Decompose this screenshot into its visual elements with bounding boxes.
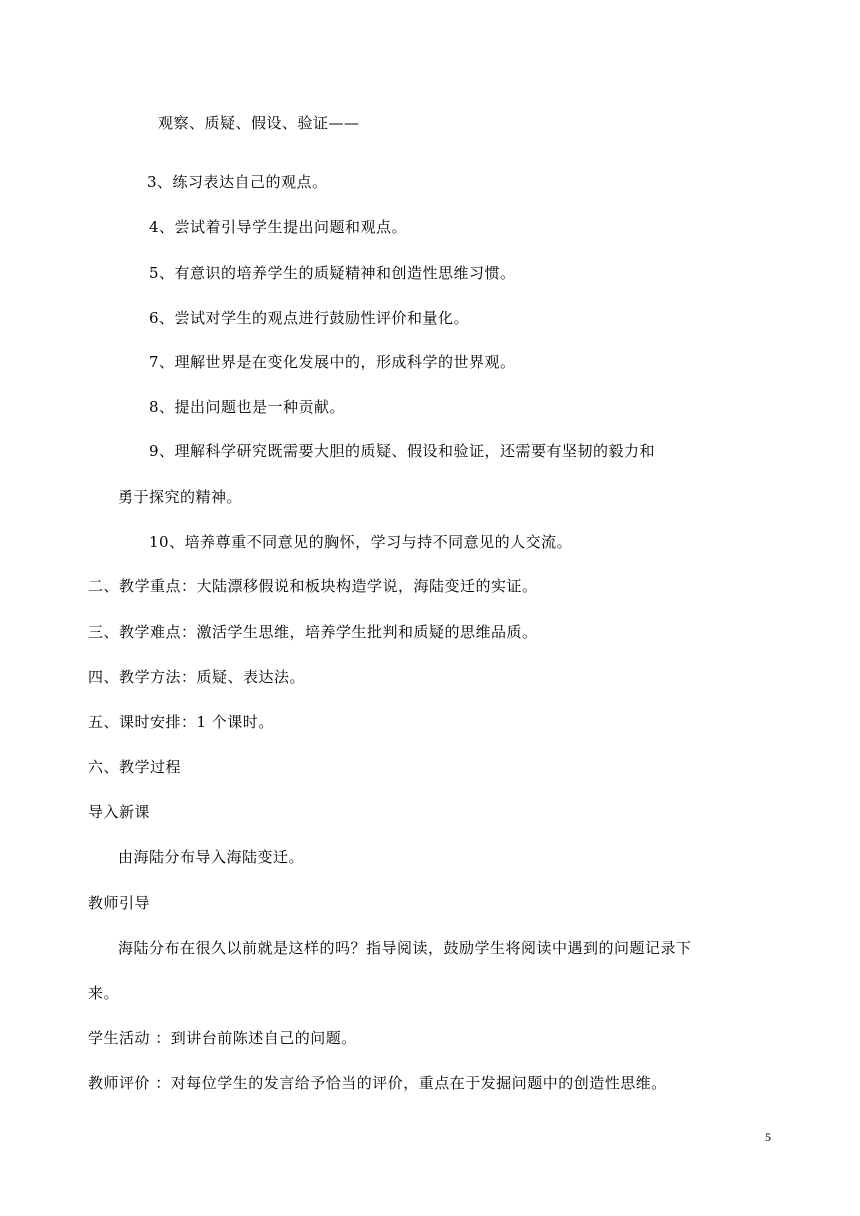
text-line: 来。 [88,984,120,1002]
text-line: 勇于探究的精神。 [118,488,243,506]
section-heading: 六、教学过程 [88,758,182,776]
text-line: 观察、质疑、假设、验证—— [158,114,360,132]
page-number: 5 [765,1130,771,1144]
subsection-heading: 导入新课 [88,803,151,821]
text-line: 7、理解世界是在变化发展中的，形成科学的世界观。 [149,353,516,371]
section-heading: 二、教学重点：大陆漂移假说和板块构造学说，海陆变迁的实证。 [88,577,538,595]
text-line: 由海陆分布导入海陆变迁。 [118,848,305,866]
text-line: 5、有意识的培养学生的质疑精神和创造性思维习惯。 [149,264,516,282]
section-heading: 四、教学方法：质疑、表达法。 [88,668,306,686]
text-line: 6、尝试对学生的观点进行鼓励性评价和量化。 [149,309,470,327]
text-line: 10、培养尊重不同意见的胸怀，学习与持不同意见的人交流。 [149,533,573,551]
text-line: 4、尝试着引导学生提出问题和观点。 [149,218,408,236]
text-line: 海陆分布在很久以前就是这样的吗？指导阅读，鼓励学生将阅读中遇到的问题记录下 [118,939,692,957]
text-line: 8、提出问题也是一种贡献。 [149,398,346,416]
text-line: 3、练习表达自己的观点。 [147,173,328,191]
subsection-heading: 教师引导 [88,894,151,912]
text-line: 学生活动 ：到讲台前陈述自己的问题。 [88,1029,357,1047]
section-heading: 五、课时安排：1 个课时。 [88,713,274,731]
section-heading: 三、教学难点：激活学生思维，培养学生批判和质疑的思维品质。 [88,623,538,641]
text-line: 教师评价 ：对每位学生的发言给予恰当的评价，重点在于发掘问题中的创造性思维。 [88,1074,667,1092]
text-line: 9、理解科学研究既需要大胆的质疑、假设和验证，还需要有坚韧的毅力和 [149,442,656,460]
